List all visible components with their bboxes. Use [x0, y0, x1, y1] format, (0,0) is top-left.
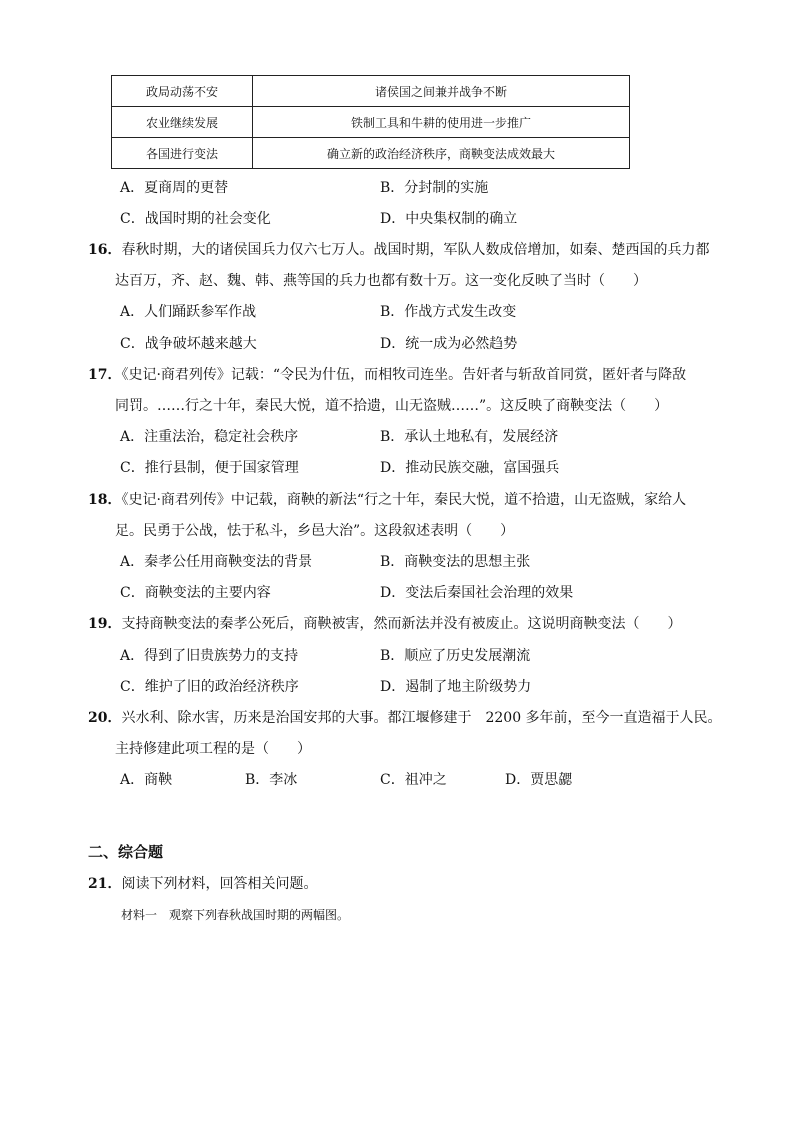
q21-number: 21．: [88, 876, 122, 892]
q16-option-b: B．作战方式发生改变: [380, 304, 517, 320]
q18-option-c: C．商鞅变法的主要内容: [120, 585, 271, 601]
q16-number: 16．: [88, 242, 122, 258]
q20-stem-line1: [88, 708, 722, 728]
table-cell: 农业继续发展: [112, 107, 253, 138]
q19-text: 支持商鞅变法的秦孝公死后，商鞅被害，然而新法并没有被废止。这说明商鞅变法（ ）: [121, 616, 682, 632]
q19-option-b: B．顺应了历史发展潮流: [380, 648, 531, 664]
q21-material1: 材料一 观察下列春秋战国时期的两幅图。: [121, 908, 350, 922]
q19-number: 19．: [88, 616, 122, 632]
q21-stem-line1: [88, 874, 317, 894]
q21-text: 阅读下列材料，回答相关问题。: [121, 876, 318, 892]
q20-text: 兴水利、除水害，历来是治国安邦的大事。都江堰修建于 2200 多年前，至今一直造福于人民。: [121, 710, 722, 726]
table-cell: 政局动荡不安: [112, 76, 253, 107]
q18-number: 18．: [88, 492, 122, 508]
q19-option-c: C．维护了旧的政治经济秩序: [120, 679, 299, 695]
q16-text: 春秋时期，大的诸侯国兵力仅六七万人。战国时期，军队人数成倍增加，如秦、楚西国的兵力都: [121, 242, 710, 258]
table-row: [112, 138, 630, 169]
q16-stem-line1: [88, 240, 709, 260]
q18-stem-line2: 足。民勇于公战，怯于私斗，乡邑大治”。这段叙述表明（ ）: [115, 523, 515, 539]
q18-text: 《史记·商君列传》中记载，商鞅的新法“行之十年，秦民大悦，道不拾遗，山无盗贼，家给人: [121, 492, 687, 508]
q15-option-a: A．夏商周的更替: [120, 180, 229, 196]
q15-option-c: C．战国时期的社会变化: [120, 211, 271, 227]
q20-option-a: A．商鞅: [120, 772, 173, 788]
section-title: 二、综合题: [88, 843, 164, 861]
table-row: [112, 76, 630, 107]
q17-number: 17．: [88, 367, 122, 383]
q16-stem-line2: 达百万，齐、赵、魏、韩、燕等国的兵力也都有数十万。这一变化反映了当时（ ）: [115, 273, 647, 289]
q17-option-d: D．推动民族交融，富国强兵: [380, 460, 560, 476]
q17-option-b: B．承认土地私有，发展经济: [380, 429, 559, 445]
q18-stem-line1: [88, 490, 686, 510]
table-cell: 诸侯国之间兼并战争不断: [253, 76, 630, 107]
info-table: [111, 75, 630, 169]
q16-option-c: C．战争破坏越来越大: [120, 336, 257, 352]
q15-option-d: D．中央集权制的确立: [380, 211, 518, 227]
table-cell: 各国进行变法: [112, 138, 253, 169]
q16-option-a: A．人们踊跃参军作战: [120, 304, 257, 320]
q19-option-d: D．遏制了地主阶级势力: [380, 679, 532, 695]
q20-stem-line2: 主持修建此项工程的是（ ）: [115, 741, 311, 757]
q19-stem-line1: [88, 614, 681, 634]
q17-option-c: C．推行县制，便于国家管理: [120, 460, 299, 476]
q17-stem-line2: 同罚。……行之十年，秦民大悦，道不拾遗，山无盗贼……”。这反映了商鞅变法（ ）: [115, 398, 669, 414]
q20-option-b: B．李冰: [245, 772, 298, 788]
q18-option-a: A．秦孝公任用商鞅变法的背景: [120, 554, 313, 570]
q18-option-d: D．变法后秦国社会治理的效果: [380, 585, 574, 601]
table-cell: 确立新的政治经济秩序，商鞅变法成效最大: [253, 138, 630, 169]
q15-option-b: B．分封制的实施: [380, 180, 489, 196]
q20-number: 20．: [88, 710, 122, 726]
table-cell: 铁制工具和牛耕的使用进一步推广: [253, 107, 630, 138]
q16-option-d: D．统一成为必然趋势: [380, 336, 518, 352]
table-row: [112, 107, 630, 138]
q17-option-a: A．注重法治，稳定社会秩序: [120, 429, 299, 445]
q19-option-a: A．得到了旧贵族势力的支持: [120, 648, 299, 664]
q17-text: 《史记·商君列传》记载：“令民为什伍，而相牧司连坐。告奸者与斩敌首同赏，匿奸者与降敌: [121, 367, 687, 383]
q20-option-d: D．贾思勰: [505, 772, 573, 788]
q20-option-c: C．祖冲之: [380, 772, 447, 788]
q17-stem-line1: [88, 365, 686, 385]
q18-option-b: B．商鞅变法的思想主张: [380, 554, 531, 570]
